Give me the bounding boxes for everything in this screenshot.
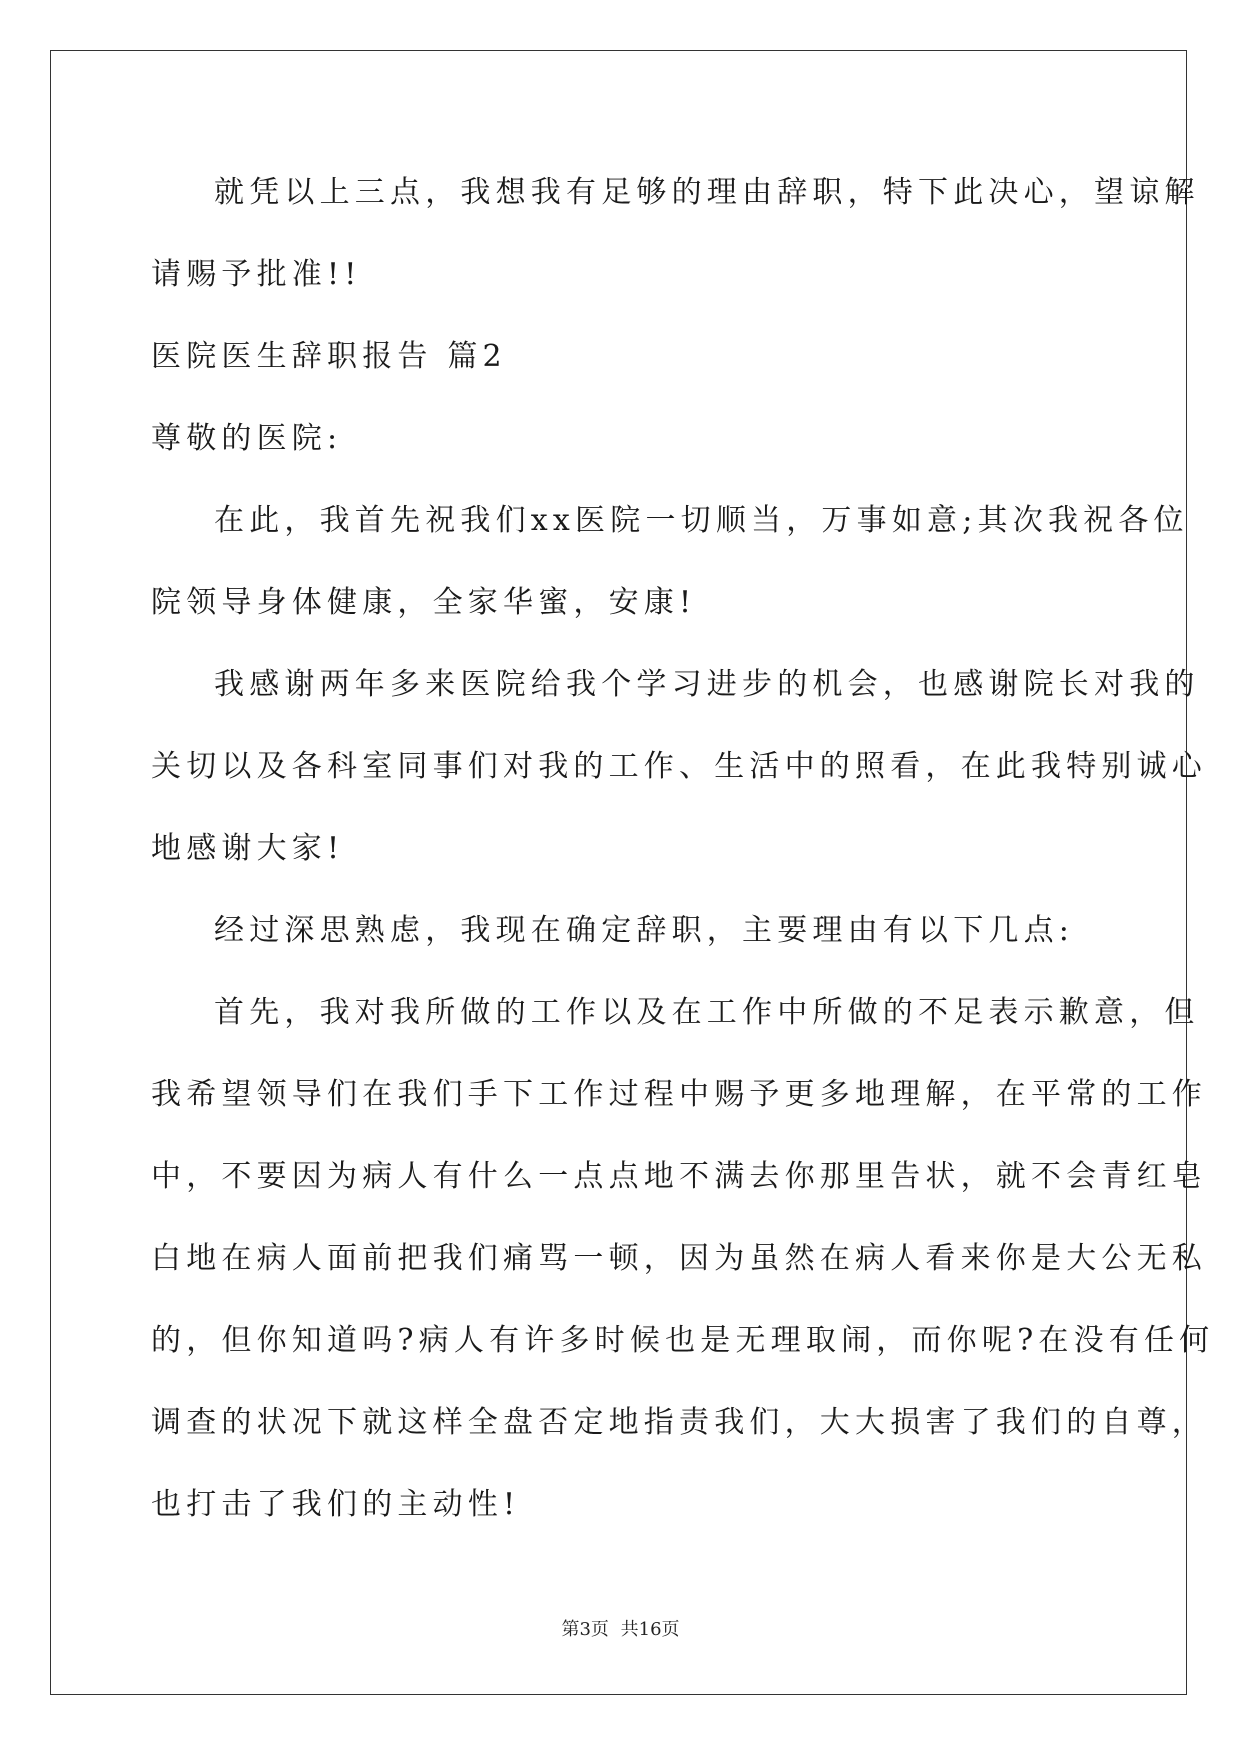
text-line: 也打击了我们的主动性! (151, 1487, 521, 1522)
text-line: 白地在病人面前把我们痛骂一顿，因为虽然在病人看来你是大公无私 (151, 1241, 1207, 1276)
page-total: 共16页 (620, 1619, 680, 1640)
section-heading: 医院医生辞职报告 篇2 (151, 339, 507, 374)
page-footer (0, 1615, 1241, 1641)
text-line: 在此，我首先祝我们xx医院一切顺当，万事如意;其次我祝各位 (214, 503, 1189, 538)
text-line: 首先，我对我所做的工作以及在工作中所做的不足表示歉意，但 (214, 995, 1200, 1030)
text-line: 经过深思熟虑，我现在确定辞职，主要理由有以下几点: (214, 913, 1075, 948)
document-body (151, 152, 1215, 1546)
salutation: 尊敬的医院: (151, 421, 343, 456)
text-line: 我感谢两年多来医院给我个学习进步的机会，也感谢院长对我的 (214, 667, 1200, 702)
text-line: 院领导身体健康，全家华蜜，安康! (151, 585, 697, 620)
page-number: 第3页 (561, 1619, 609, 1640)
text-line: 我希望领导们在我们手下工作过程中赐予更多地理解，在平常的工作 (151, 1077, 1207, 1112)
text-line: 调查的状况下就这样全盘否定地指责我们，大大损害了我们的自尊， (151, 1405, 1207, 1440)
text-line: 的，但你知道吗?病人有许多时候也是无理取闹，而你呢?在没有任何 (151, 1323, 1215, 1358)
text-line: 中，不要因为病人有什么一点点地不满去你那里告状，就不会青红皂 (151, 1159, 1207, 1194)
text-line: 地感谢大家! (151, 831, 345, 866)
text-line: 请赐予批准!! (151, 257, 362, 292)
text-line: 就凭以上三点，我想我有足够的理由辞职，特下此决心，望谅解 (214, 175, 1200, 210)
text-line: 关切以及各科室同事们对我的工作、生活中的照看，在此我特别诚心 (151, 749, 1207, 784)
